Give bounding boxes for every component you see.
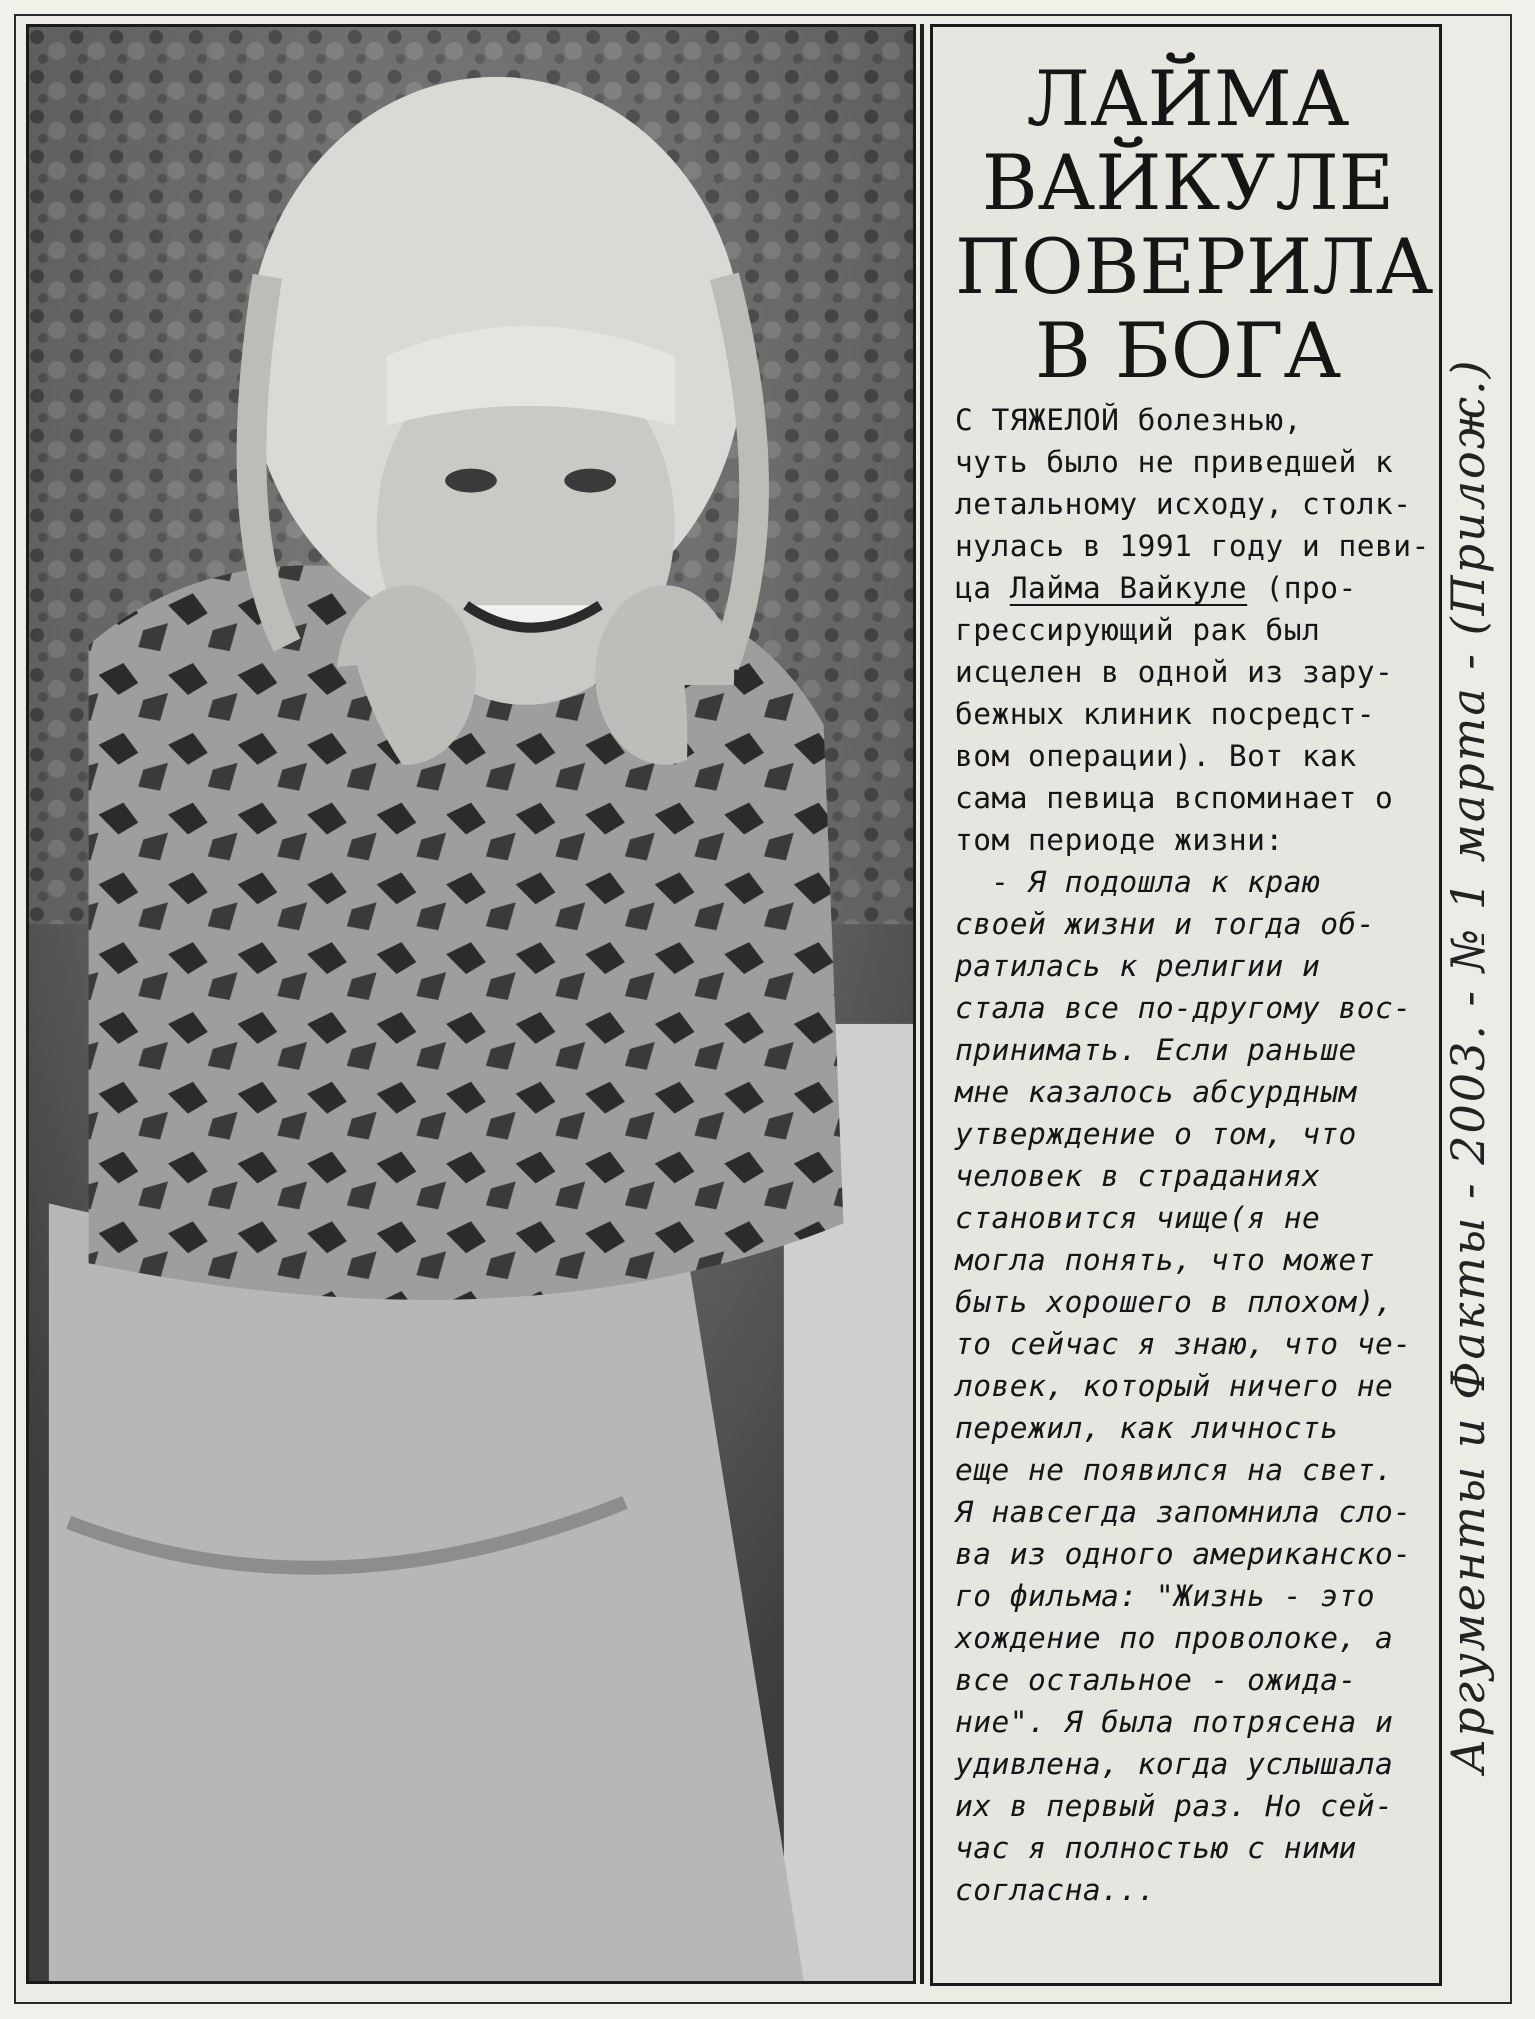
quote-line: еще не появился на свет.	[955, 1453, 1394, 1487]
handwritten-note-text: Аргументы и Факты - 2003. - № 1 марта - (Прилож.)	[1441, 358, 1495, 1774]
underlined-name: Лайма Вайкуле	[1009, 571, 1248, 605]
quote-line: человек в страданиях	[955, 1159, 1321, 1193]
body-line: вом операции). Вот как	[955, 739, 1357, 773]
body-line: сама певица вспоминает о	[955, 781, 1394, 815]
quote-line: своей жизни и тогда об-	[955, 907, 1375, 941]
headline-line: ВАЙКУЛЕ	[981, 138, 1395, 227]
quote-line: - Я подошла к краю	[955, 865, 1321, 899]
body-line: исцелен в одной из зару-	[955, 655, 1394, 689]
quote-line: все остальное - ожида-	[955, 1663, 1357, 1697]
quote-line: мне казалось абсурдным	[955, 1075, 1357, 1109]
quote-line: час я полностью с ними	[955, 1831, 1357, 1865]
body-line: ца Лайма Вайкуле (про-	[955, 571, 1357, 605]
newspaper-clipping	[14, 14, 1512, 2004]
body-line: чуть было не приведшей к	[955, 445, 1394, 479]
article-body	[955, 399, 1430, 1911]
quote-line: пережил, как личность	[955, 1411, 1339, 1445]
body-line: том периоде жизни:	[955, 823, 1284, 857]
body-line: нулась в 1991 году и певи-	[955, 529, 1430, 563]
headline-line: ПОВЕРИЛА	[955, 222, 1434, 311]
quote-line: то сейчас я знаю, что че-	[955, 1327, 1412, 1361]
quote-line: ва из одного американско-	[955, 1537, 1412, 1571]
quote-line: согласна...	[955, 1873, 1156, 1907]
quote-line: ние". Я была потрясена и	[955, 1705, 1394, 1739]
quote-line: становится чище(я не	[955, 1201, 1321, 1235]
singer-photo-illustration	[29, 27, 913, 1981]
quote-line: быть хорошего в плохом),	[955, 1285, 1394, 1319]
article-column	[930, 24, 1442, 1986]
quote-line: принимать. Если раньше	[955, 1033, 1357, 1067]
quote-line: могла понять, что может	[955, 1243, 1375, 1277]
quote-line: Я навсегда запомнила сло-	[955, 1495, 1412, 1529]
quote-line: го фильма: "Жизнь - это	[955, 1579, 1375, 1613]
quote-line: удивлена, когда услышала	[955, 1747, 1394, 1781]
body-line: летальному исходу, столк-	[955, 487, 1412, 521]
body-line: бежных клиник посредст-	[955, 697, 1375, 731]
body-line: С ТЯЖЕЛОЙ болезнью,	[955, 403, 1302, 437]
handwritten-source-note	[1428, 126, 1508, 2006]
quote-line: ловек, который ничего не	[955, 1369, 1394, 1403]
column-divider	[920, 24, 924, 1984]
headline	[955, 54, 1434, 395]
quote-line: хождение по проволоке, а	[955, 1621, 1394, 1655]
quote-line: ратилась к религии и	[955, 949, 1321, 983]
headline-line: В БОГА	[1034, 306, 1342, 395]
quote-line: утверждение о том, что	[955, 1117, 1357, 1151]
quote-line: стала все по-другому вос-	[955, 991, 1412, 1025]
singer-photo	[26, 24, 916, 1984]
quote-line: их в первый раз. Но сей-	[955, 1789, 1394, 1823]
body-line: грессирующий рак был	[955, 613, 1321, 647]
headline-line: ЛАЙМА	[1026, 54, 1350, 143]
